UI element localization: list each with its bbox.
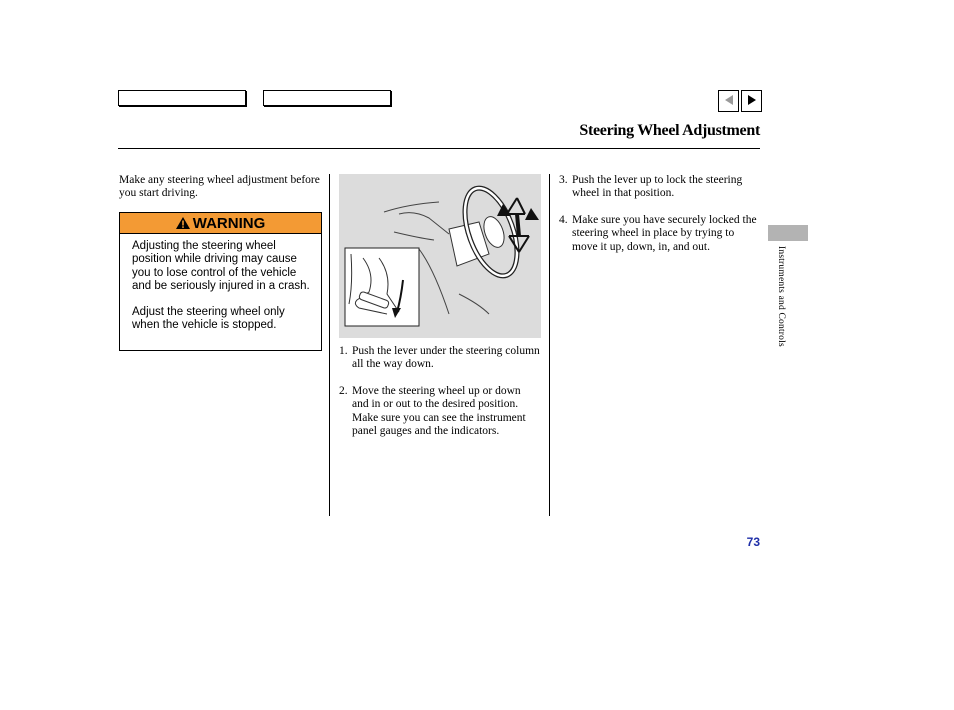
column-divider-right <box>549 174 550 516</box>
step-number: 4. <box>559 214 568 226</box>
nav-box-index[interactable] <box>263 90 391 106</box>
step-number: 1. <box>339 345 348 357</box>
warning-label: WARNING <box>192 214 266 232</box>
next-page-button[interactable] <box>741 90 762 112</box>
nav-box-contents[interactable] <box>118 90 246 106</box>
prev-page-button[interactable] <box>718 90 739 112</box>
warning-triangle-icon <box>176 217 190 229</box>
triangle-left-icon <box>725 92 733 110</box>
warning-paragraph: Adjust the steering wheel only when the vehicle is stopped. <box>132 306 285 332</box>
title-rule <box>118 148 760 149</box>
warning-paragraph: Adjusting the steering wheel position while driving may cause you to lose control of the vehicle and be seriously injured in a crash. <box>132 240 310 292</box>
page-title: Steering Wheel Adjustment <box>579 122 760 139</box>
step-number: 3. <box>559 174 568 186</box>
step-text: Push the lever up to lock the steering wheel in that position. <box>572 174 743 200</box>
step-text: Push the lever under the steering column all the way down. <box>352 345 540 371</box>
step-text: Move the steering wheel up or down and in or out to the desired position. Make sure you can see the instrument panel gauges and the indicators. <box>352 385 526 437</box>
warning-header <box>120 213 321 234</box>
warning-box <box>119 212 322 351</box>
section-label: Instruments and Controls <box>776 246 786 347</box>
steering-wheel-illustration <box>339 174 541 338</box>
section-tab[interactable] <box>768 225 808 241</box>
step-text: Make sure you have securely locked the steering wheel in place by trying to move it up, down, in, and out. <box>572 214 757 253</box>
step-number: 2. <box>339 385 348 397</box>
column-divider-left <box>329 174 330 516</box>
triangle-right-icon <box>748 92 756 110</box>
page-number: 73 <box>746 535 760 549</box>
intro-text: Make any steering wheel adjustment before you start driving. <box>119 174 320 200</box>
